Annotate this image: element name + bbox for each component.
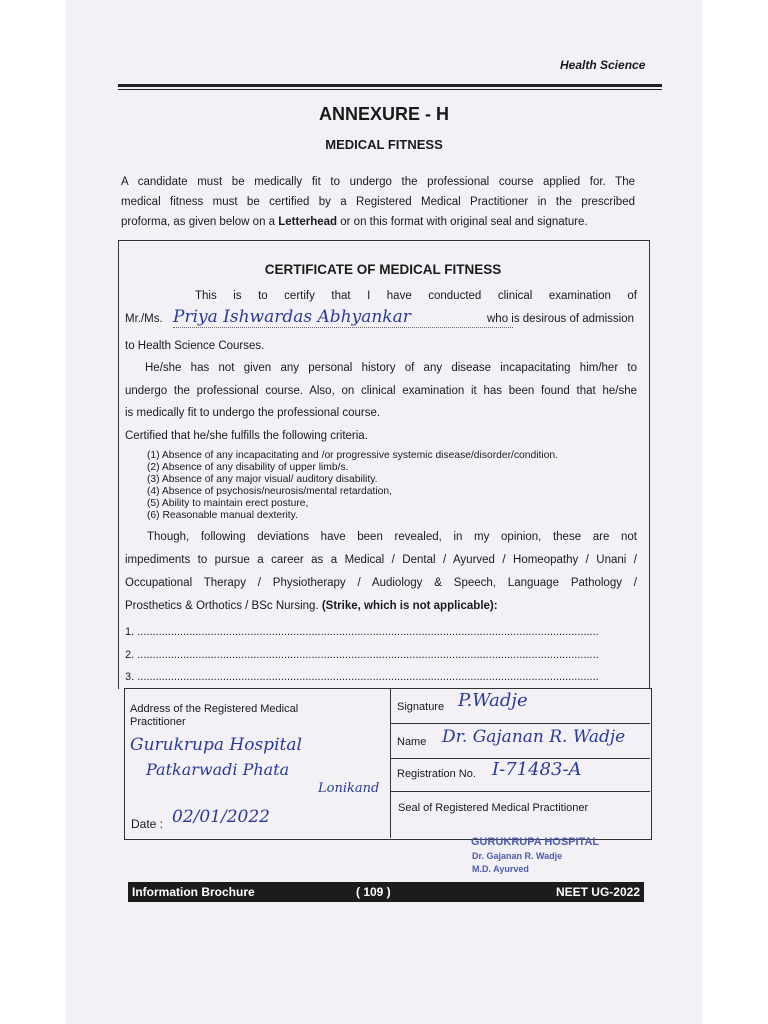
courses-line: to Health Science Courses.: [125, 340, 265, 352]
letterhead-emphasis: Letterhead: [278, 216, 338, 228]
deviation-number: 3.: [125, 671, 135, 683]
table-row-divider: [390, 791, 650, 792]
intro-line: A candidate must be medically fit to undergo the professional course applied for. The: [121, 176, 635, 188]
header-rule-thin: [118, 89, 662, 90]
footer-left: Information Brochure: [132, 885, 255, 899]
strike-note: (Strike, which is not applicable):: [321, 600, 498, 612]
address-handwritten: Gurukrupa Hospital: [130, 735, 302, 755]
criteria-item: (1) Absence of any incapacitating and /or progressive systemic disease/disorder/condition.: [147, 450, 558, 461]
annexure-title: ANNEXURE - H: [318, 104, 449, 124]
address-handwritten: Patkarwadi Phata: [146, 760, 290, 779]
annexure-subtitle: MEDICAL FITNESS: [325, 137, 443, 152]
intro-text: proforma, as given below on a: [121, 216, 279, 228]
courses-text: Prosthetics & Orthotics / BSc Nursing.: [125, 600, 322, 612]
footer-bar: [128, 882, 644, 902]
deviation-entry: 2. .......................................................................................................................................................: [125, 649, 599, 661]
intro-line: medical fitness must be certified by a Registered Medical Practitioner in the prescribed: [121, 196, 635, 208]
footer-right: NEET UG-2022: [555, 885, 640, 899]
signature-handwritten: P.Wadje: [458, 690, 528, 711]
address-label: Address of the Registered Medical Practitioner: [130, 703, 299, 728]
history-line: undergo the professional course. Also, on clinical examination it has been found that he/she: [125, 385, 637, 397]
seal-label: Seal of Registered Medical Practitioner: [398, 802, 589, 814]
footer-page-number: ( 109 ): [356, 885, 391, 899]
date-label: Date :: [131, 817, 164, 831]
criteria-intro: Certified that he/she fulfills the following criteria.: [125, 430, 368, 442]
intro-line: [121, 212, 635, 232]
admission-text: who is desirous of admission: [487, 313, 635, 325]
registration-handwritten: I-71483-A: [492, 759, 582, 780]
salutation: Mr./Ms.: [125, 313, 163, 325]
deviation-number: 2.: [125, 649, 135, 661]
criteria-item: (6) Reasonable manual dexterity.: [147, 510, 298, 521]
table-divider: [390, 688, 391, 838]
deviation-line: [125, 600, 637, 612]
history-line: is medically fit to undergo the professional course.: [125, 407, 381, 419]
deviation-entry: 3. .......................................................................................................................................................: [125, 671, 599, 683]
deviation-line: impediments to pursue a career as a Medical / Dental / Ayurved / Homeopathy / Unani /: [125, 554, 637, 566]
deviation-line: Occupational Therapy / Physiotherapy / Audiology & Speech, Language Pathology /: [125, 577, 637, 589]
signature-label: Signature: [397, 701, 445, 713]
criteria-item: (5) Ability to maintain erect posture,: [147, 498, 309, 509]
stamp-degree: M.D. Ayurved: [472, 864, 529, 874]
header-rule: [118, 84, 662, 87]
intro-paragraph: [121, 172, 635, 232]
deviation-number: 1.: [125, 626, 135, 638]
criteria-item: (3) Absence of any major visual/ auditory disability.: [147, 474, 378, 485]
address-handwritten: Lonikand: [318, 781, 380, 796]
name-label: Name: [397, 736, 427, 748]
stamp-doctor: Dr. Gajanan R. Wadje: [472, 851, 563, 861]
name-handwritten: Dr. Gajanan R. Wadje: [442, 727, 626, 747]
deviation-entry: 1. .......................................................................................................................................................: [125, 626, 599, 638]
criteria-item: (2) Absence of any disability of upper limb/s.: [147, 462, 349, 473]
history-line: He/she has not given any personal history of any disease incapacitating him/her to: [145, 362, 637, 374]
certificate-title: CERTIFICATE OF MEDICAL FITNESS: [264, 262, 502, 277]
criteria-list: [147, 450, 558, 522]
intro-text: or on this format with original seal and signature.: [337, 216, 588, 228]
candidate-line: [125, 307, 637, 331]
registration-label: Registration No.: [397, 768, 476, 780]
date-handwritten: 02/01/2022: [172, 807, 270, 827]
criteria-item: (4) Absence of psychosis/neurosis/mental retardation,: [147, 486, 392, 497]
candidate-name-handwritten: Priya Ishwardas Abhyankar: [173, 307, 513, 328]
certify-line: This is to certify that I have conducted clinical examination of: [195, 290, 637, 302]
section-header: Health Science: [560, 58, 646, 72]
deviation-line: Though, following deviations have been revealed, in my opinion, these are not: [147, 531, 637, 543]
hospital-stamp-name: GURUKRUPA HOSPITAL: [471, 836, 600, 848]
table-row-divider: [390, 723, 650, 724]
